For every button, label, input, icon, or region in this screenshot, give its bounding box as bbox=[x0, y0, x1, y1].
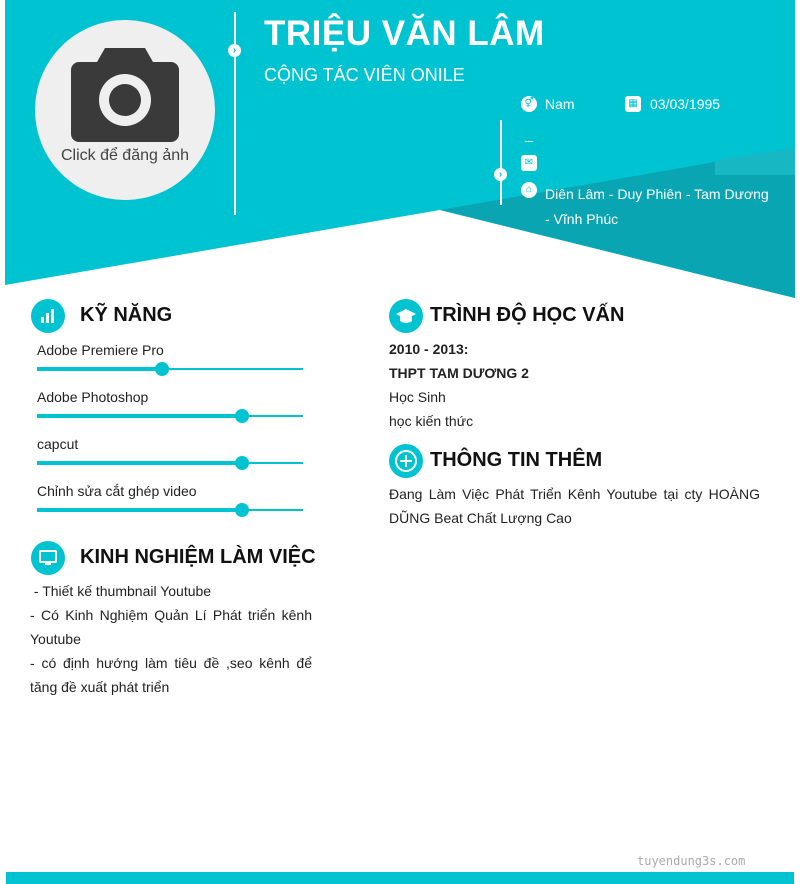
education-role: Học Sinh bbox=[389, 389, 446, 405]
education-heading: TRÌNH ĐỘ HỌC VẤN bbox=[430, 304, 625, 326]
gender-value: Nam bbox=[545, 96, 575, 112]
gender-icon: ⚥ bbox=[521, 96, 537, 112]
skill-fill bbox=[37, 367, 162, 371]
skill-slider-handle[interactable] bbox=[235, 503, 249, 517]
skill-slider-handle[interactable] bbox=[155, 362, 169, 376]
bar-chart-icon bbox=[31, 299, 65, 333]
skill-track bbox=[37, 415, 303, 417]
skill-label: Adobe Premiere Pro bbox=[37, 342, 164, 358]
birthday-value: 03/03/1995 bbox=[650, 96, 721, 112]
experience-line: - Có Kinh Nghiệm Quản Lí Phát triển kênh Youtube bbox=[30, 607, 312, 647]
address-value: Diên Lâm - Duy Phiên - Tam Dương - Vĩnh Phúc bbox=[545, 186, 769, 227]
skill-fill bbox=[37, 414, 242, 418]
skill-item bbox=[37, 342, 303, 370]
camera-icon bbox=[71, 46, 179, 142]
plus-icon bbox=[389, 444, 423, 478]
skill-track bbox=[37, 462, 303, 464]
avatar-upload[interactable] bbox=[35, 20, 215, 200]
skills-heading: KỸ NĂNG bbox=[80, 304, 173, 326]
chevron-right-icon: › bbox=[494, 168, 507, 181]
chevron-right-icon: › bbox=[228, 44, 241, 57]
phone-value: _ bbox=[525, 126, 533, 142]
education-period: 2010 - 2013: bbox=[389, 341, 469, 357]
candidate-name: TRIỆU VĂN LÂM bbox=[264, 14, 545, 53]
skill-item bbox=[37, 483, 303, 511]
home-icon: ⌂ bbox=[521, 182, 537, 198]
education-details bbox=[389, 337, 769, 433]
additional-info-text: Đang Làm Việc Phát Triển Kênh Youtube tại cty HOÀNG DŨNG Beat Chất Lượng Cao bbox=[389, 486, 760, 526]
footer-bar bbox=[6, 872, 794, 884]
skill-slider-handle[interactable] bbox=[235, 409, 249, 423]
skill-label: Adobe Photoshop bbox=[37, 389, 149, 405]
monitor-icon bbox=[31, 541, 65, 575]
graduation-cap-icon bbox=[389, 299, 423, 333]
additional-info-heading: THÔNG TIN THÊM bbox=[430, 449, 603, 471]
header-divider-line bbox=[234, 12, 236, 215]
email-icon: ✉ bbox=[521, 155, 537, 171]
skill-label: Chỉnh sửa cắt ghép video bbox=[37, 483, 197, 499]
skill-track bbox=[37, 509, 303, 511]
experience-line: - Thiết kế thumbnail Youtube bbox=[30, 583, 212, 599]
experience-heading: KINH NGHIỆM LÀM VIỆC bbox=[80, 546, 316, 568]
job-title: CỘNG TÁC VIÊN ONILE bbox=[264, 65, 465, 85]
calendar-icon: ▦ bbox=[625, 96, 641, 112]
experience-line: - có định hướng làm tiêu đề ,seo kênh để tăng đề xuất phát triển bbox=[30, 655, 312, 695]
skill-track bbox=[37, 368, 303, 370]
skill-item bbox=[37, 389, 303, 417]
skill-fill bbox=[37, 461, 242, 465]
experience-text bbox=[30, 579, 312, 699]
watermark: tuyendung3s.com bbox=[637, 854, 746, 868]
education-school: THPT TAM DƯƠNG 2 bbox=[389, 365, 529, 381]
skill-label: capcut bbox=[37, 436, 79, 452]
contact-divider-line bbox=[500, 120, 502, 205]
skill-slider-handle[interactable] bbox=[235, 456, 249, 470]
education-note: học kiến thức bbox=[389, 413, 474, 429]
skill-item bbox=[37, 436, 303, 464]
skill-fill bbox=[37, 508, 242, 512]
photo-upload-label: Click để đăng ảnh bbox=[60, 147, 190, 164]
